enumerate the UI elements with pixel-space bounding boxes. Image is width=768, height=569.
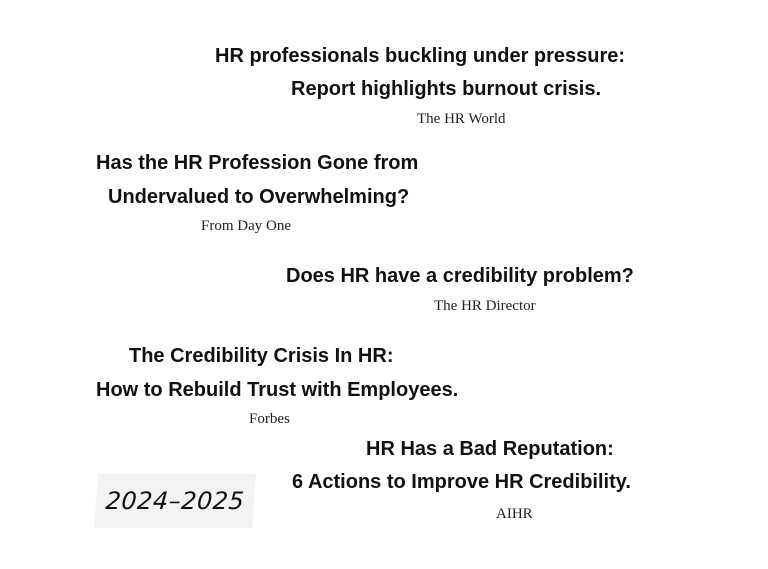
headline-1-line-1: HR professionals buckling under pressure:: [215, 45, 626, 67]
headline-5-source: AIHR: [496, 506, 533, 522]
headline-3-line-1: Does HR have a credibility problem?: [286, 265, 634, 287]
headline-1-line-2: Report highlights burnout crisis.: [291, 78, 601, 100]
headline-1-source: The HR World: [417, 111, 506, 127]
headline-3-source: The HR Director: [434, 298, 536, 314]
headline-2-line-2: Undervalued to Overwhelming?: [108, 186, 410, 208]
headline-4-line-1: The Credibility Crisis In HR:: [129, 345, 394, 367]
headline-5-line-2: 6 Actions to Improve HR Credibility.: [292, 471, 631, 493]
headline-4-line-2: How to Rebuild Trust with Employees.: [96, 379, 459, 401]
headline-4-source: Forbes: [249, 411, 290, 427]
headline-5-line-1: HR Has a Bad Reputation:: [366, 438, 614, 460]
headline-2-line-1: Has the HR Profession Gone from: [96, 152, 419, 174]
headline-2-source: From Day One: [201, 218, 291, 234]
year-range-label: 2024–2025: [94, 474, 256, 528]
